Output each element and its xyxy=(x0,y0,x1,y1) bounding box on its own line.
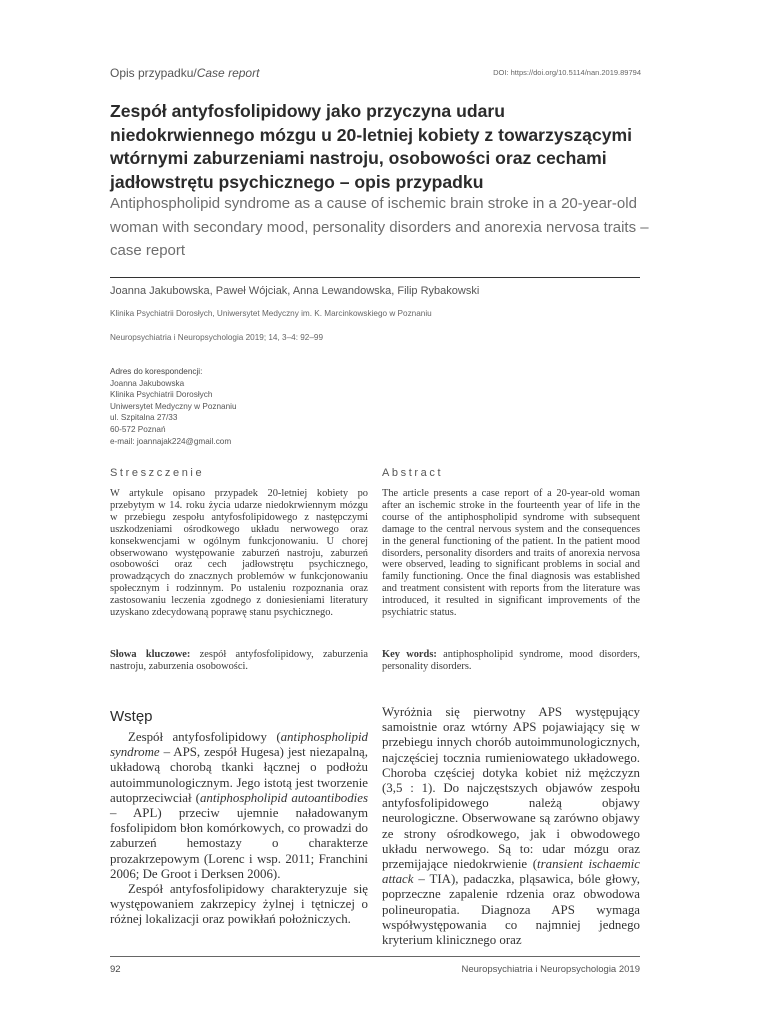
text-run: – TIA), padaczka, pląsawica, bóle głowy, poprzeczne zapalenie rdzenia oraz obwodowa polineuropatia. Diagnoza APS wymaga współwystępowania co najmniej jednego kryterium klinicznego oraz xyxy=(382,872,640,948)
correspondence-block xyxy=(110,366,237,447)
keywords-pl xyxy=(110,649,368,673)
abstract-heading: Abstract xyxy=(382,467,444,479)
article-title-en: Antiphospholipid syndrome as a cause of ischemic brain stroke in a 20-year-old woman with secondary mood, personality disorders and anorexia nervosa traits – case report xyxy=(110,195,649,259)
section-label-pl: Opis przypadku/ xyxy=(110,66,197,80)
text-run: – APL) przeciw ujemnie naładowanym fosfolipidom błon komórkowych, co prowadzi do zaburzeń hemostazy o charakterze prozakrzepowym (Lorenc i wsp. 2011; Franchini 2006; De Groot i Derksen 2006). xyxy=(110,806,368,881)
top-divider xyxy=(110,277,640,278)
page-number: 92 xyxy=(110,964,121,975)
footer-divider xyxy=(110,956,640,957)
text-run-italic: antiphospholipid syndrome xyxy=(110,730,368,760)
correspondence-line: Joanna Jakubowska xyxy=(110,378,185,388)
intro-left-column xyxy=(110,730,368,928)
intro-paragraph-1 xyxy=(110,730,368,882)
intro-paragraph-2: Zespół antyfosfolipidowy charakteryzuje się występowaniem zakrzepicy żylnej i tętniczej o różnej lokalizacji oraz powikłań położniczych. xyxy=(110,882,368,927)
doi-link[interactable]: DOI: https://doi.org/10.5114/nan.2019.89794 xyxy=(493,68,641,77)
streszczenie-body: W artykule opisano przypadek 20-letniej kobiety po przebytym w 14. roku życia udarze niedokrwiennym mózgu w przebiegu zespołu antyfosfolipidowego z następczymi uszkodzeniami ośrodkowego układu nerwowego oraz konsekwencjami w ogólnym funkcjonowaniu. U chorej obserwowano występowanie zaburzeń nastroju, zaburzeń osobowości oraz cech jadłowstrętu psychicznego, prowadzących do znacznych problemów w funkcjonowaniu społecznym i rodzinnym. Po ustaleniu rozpoznania oraz zastosowaniu leczenia zgodnego z doniesieniami literatury uzyskano zdecydowaną poprawę stanu psychicznego. xyxy=(110,488,368,619)
intro-paragraph-3 xyxy=(382,705,640,948)
text-run: Wyróżnia się pierwotny APS występujący samoistnie oraz wtórny APS pojawiający się w przebiegu innych chorób autoimmunologicznych, najczęściej tocznia rumieniowatego układowego. Choroba częściej dotyka kobiet niż mężczyzn (3,5 : 1). Do najczęstszych objawów zespołu antyfosfolipidowego należą objawy neurologiczne. Obserwowane są zarówno objawy ze strony ośrodkowego, jak i obwodowego układu nerwowego. Są to: udar mózgu oraz przemijające niedokrwienie ( xyxy=(382,705,640,872)
text-run: Zespół antyfosfolipidowy ( xyxy=(128,730,281,744)
correspondence-heading: Adres do korespondencji: xyxy=(110,367,203,376)
intro-right-column xyxy=(382,705,640,948)
correspondence-line: Uniwersytet Medyczny w Poznaniu xyxy=(110,401,237,411)
keywords-en-text: antiphospholipid syndrome, mood disorders, personality disorders. xyxy=(382,649,640,672)
journal-reference: Neuropsychiatria i Neuropsychologia 2019; 14, 3–4: 92–99 xyxy=(110,333,324,342)
section-label-en: Case report xyxy=(196,66,260,80)
keywords-en-label: Key words: xyxy=(382,649,437,660)
keywords-en xyxy=(382,649,640,673)
keywords-pl-text: zespół antyfosfolipidowy, zaburzenia nastroju, zaburzenia osobowości. xyxy=(110,649,368,672)
article-title-pl: Zespół antyfosfolipidowy jako przyczyna udaru niedokrwiennego mózgu u 20-letniej kobiety z towarzyszącymi wtórnymi zaburzeniami nastroju, osobowości oraz cechami jadłowstrętu psychicznego – opis przypadku xyxy=(110,101,633,192)
correspondence-email[interactable]: e-mail: joannajak224@gmail.com xyxy=(110,436,232,446)
correspondence-line: Klinika Psychiatrii Dorosłych xyxy=(110,390,213,400)
abstract-body: The article presents a case report of a 20-year-old woman after an ischemic stroke in the fourteenth year of life in the course of the antiphospholipid syndrome with subsequent damage to the central nervous system and the consequences in the general functioning of the patient. In the patient mood disorders, personality disorders and traits of anorexia nervosa were observed, leading to significant problems in social and family functioning. Once the final diagnosis was established and treatment consistent with reports from the literature was introduced, it resulted in significant improvements of the psychiatric status. xyxy=(382,488,640,619)
section-label xyxy=(110,66,259,80)
authors: Joanna Jakubowska, Paweł Wójciak, Anna Lewandowska, Filip Rybakowski xyxy=(110,285,480,297)
text-run-italic: antiphospholipid autoantibodies xyxy=(199,790,368,805)
footer-journal: Neuropsychiatria i Neuropsychologia 2019 xyxy=(461,964,640,975)
streszczenie-heading: Streszczenie xyxy=(110,467,205,479)
correspondence-line: ul. Szpitalna 27/33 xyxy=(110,413,178,423)
intro-heading: Wstęp xyxy=(110,708,153,725)
keywords-pl-label: Słowa kluczowe: xyxy=(110,649,191,660)
text-run-italic: transient ischaemic attack xyxy=(382,857,640,887)
text-run: – APS, zespół Hugesa) jest niezapalną, układową chorobą tkanki łącznej o podłożu autoimmunologicznym. Jego istotą jest tworzenie autoprzeciwciał ( xyxy=(110,745,368,805)
affiliation: Klinika Psychiatrii Dorosłych, Uniwersytet Medyczny im. K. Marcinkowskiego w Poznaniu xyxy=(110,309,432,318)
correspondence-line: 60-572 Poznań xyxy=(110,424,166,434)
